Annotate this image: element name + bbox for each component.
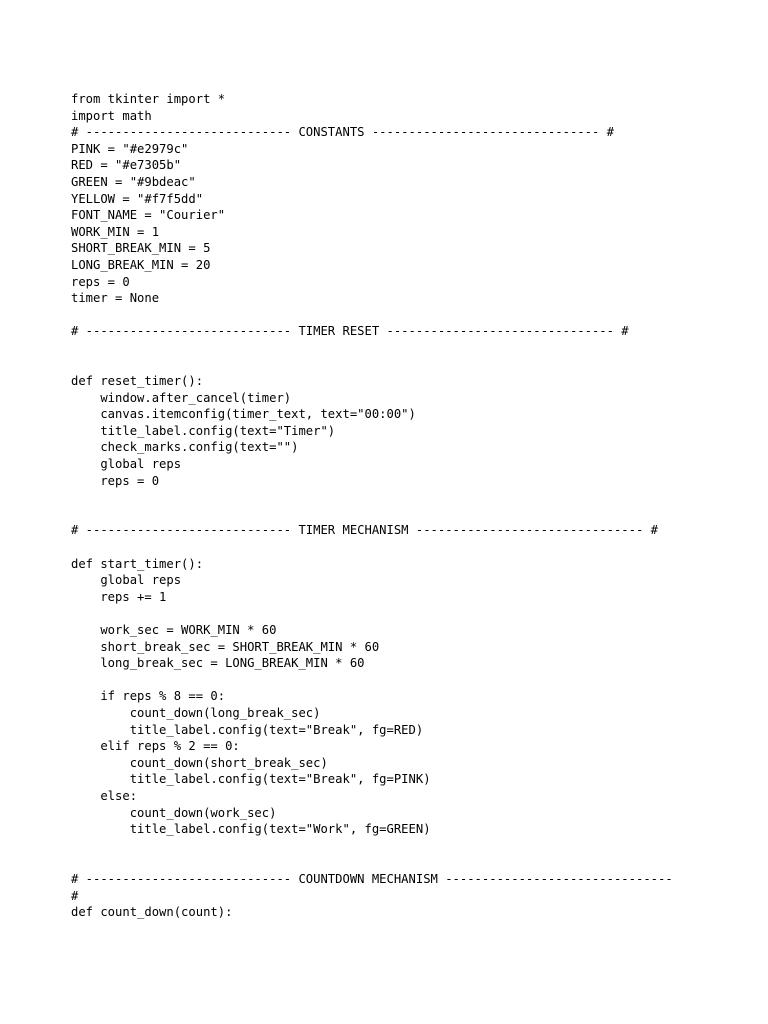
code-line: # ---------------------------- TIMER MECHANISM ------------------------------- # bbox=[71, 523, 658, 538]
code-line: FONT_NAME = "Courier" bbox=[71, 208, 226, 223]
code-line: if reps % 8 == 0: bbox=[71, 689, 226, 704]
code-line: YELLOW = "#f7f5dd" bbox=[71, 191, 204, 206]
code-line: timer = None bbox=[71, 291, 160, 306]
code-line bbox=[71, 307, 731, 324]
code-line: def start_timer(): bbox=[71, 556, 204, 571]
code-line bbox=[71, 506, 731, 523]
code-line: reps = 0 bbox=[71, 274, 130, 289]
code-line: LONG_BREAK_MIN = 20 bbox=[71, 257, 211, 272]
code-line: count_down(long_break_sec) bbox=[71, 705, 321, 720]
code-line bbox=[71, 672, 731, 689]
code-line: reps = 0 bbox=[71, 473, 160, 488]
code-line: # ---------------------------- COUNTDOWN MECHANISM ------------------------------- bbox=[71, 871, 673, 886]
code-listing bbox=[71, 91, 731, 921]
code-line: count_down(short_break_sec) bbox=[71, 755, 328, 770]
code-line: window.after_cancel(timer) bbox=[71, 390, 292, 405]
code-line: title_label.config(text="Break", fg=RED) bbox=[71, 722, 424, 737]
code-line: WORK_MIN = 1 bbox=[71, 224, 160, 239]
code-line: work_sec = WORK_MIN * 60 bbox=[71, 623, 277, 637]
code-line: canvas.itemconfig(timer_text, text="00:00") bbox=[71, 407, 416, 422]
code-line: check_marks.config(text="") bbox=[71, 440, 299, 455]
code-line: # ---------------------------- TIMER RESET ------------------------------- # bbox=[71, 324, 629, 339]
code-line: count_down(work_sec) bbox=[71, 805, 277, 820]
code-line: # ---------------------------- CONSTANTS ------------------------------- # bbox=[71, 125, 614, 140]
code-line: global reps bbox=[71, 573, 182, 588]
code-line bbox=[71, 605, 731, 622]
code-line bbox=[71, 539, 731, 556]
code-line bbox=[71, 854, 731, 871]
code-line: reps += 1 bbox=[71, 589, 167, 604]
code-line: import math bbox=[71, 108, 152, 123]
code-line bbox=[71, 340, 731, 357]
code-line: elif reps % 2 == 0: bbox=[71, 739, 240, 754]
code-line: title_label.config(text="Work", fg=GREEN) bbox=[71, 822, 431, 837]
code-line: SHORT_BREAK_MIN = 5 bbox=[71, 241, 211, 256]
code-line: def count_down(count): bbox=[71, 905, 233, 920]
code-line: def reset_timer(): bbox=[71, 374, 204, 389]
code-line: title_label.config(text="Break", fg=PINK) bbox=[71, 772, 431, 787]
code-line bbox=[71, 357, 731, 374]
code-line: else: bbox=[71, 788, 138, 803]
code-line: GREEN = "#9bdeac" bbox=[71, 174, 196, 189]
code-line: long_break_sec = LONG_BREAK_MIN * 60 bbox=[71, 656, 365, 671]
code-line: # bbox=[71, 888, 79, 903]
code-line bbox=[71, 489, 731, 506]
code-line: RED = "#e7305b" bbox=[71, 158, 182, 173]
code-line: title_label.config(text="Timer") bbox=[71, 423, 336, 438]
code-line: PINK = "#e2979c" bbox=[71, 141, 189, 156]
code-line: short_break_sec = SHORT_BREAK_MIN * 60 bbox=[71, 639, 380, 654]
code-line: global reps bbox=[71, 457, 182, 472]
code-line: from tkinter import * bbox=[71, 92, 226, 106]
code-line bbox=[71, 838, 731, 855]
